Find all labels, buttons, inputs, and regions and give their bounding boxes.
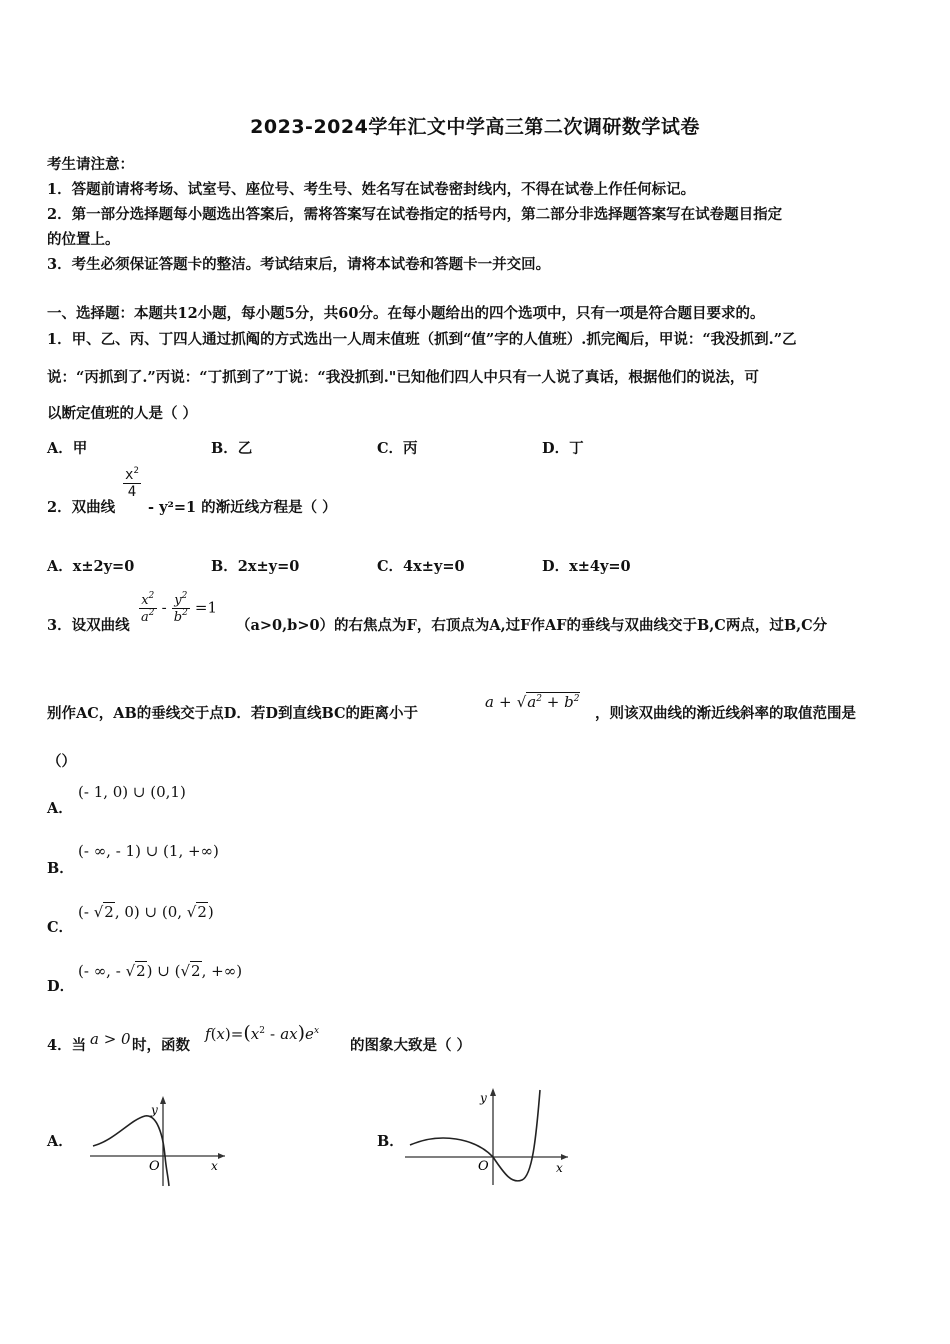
q3-option-a: (- 1, 0) ∪ (0,1) bbox=[78, 783, 186, 801]
q3-option-c-part-5: ) bbox=[207, 903, 214, 921]
q3-label-d: D． bbox=[47, 978, 75, 995]
q4-suffix: 的图象大致是（ ） bbox=[350, 1037, 472, 1054]
q3-option-c-root-1: 2 bbox=[104, 903, 114, 921]
q1-option-a: A．甲 bbox=[47, 440, 88, 457]
q4-mid: 时，函数 bbox=[132, 1037, 190, 1054]
q3-line-2-suffix: ，则该双曲线的渐近线斜率的取值范围是 bbox=[595, 705, 856, 722]
graph-b-x-arrow bbox=[561, 1154, 568, 1160]
q3-line-2-prefix: 别作AC，AB的垂线交于点D．若D到直线BC的距离小于 bbox=[47, 705, 419, 722]
q3-option-c-root-2: 2 bbox=[197, 903, 207, 921]
graph-a-curve bbox=[93, 1116, 169, 1186]
q2-option-d: D．x±4y=0 bbox=[542, 558, 631, 575]
q2-prefix: 2．双曲线 bbox=[47, 499, 116, 516]
q1-line-1: 1．甲、乙、丙、丁四人通过抓阄的方式选出一人周末值班（抓到“值”字的人值班）.抓完阄后，甲说：“我没抓到.”乙 bbox=[47, 331, 797, 348]
q1-option-b: B．乙 bbox=[211, 440, 253, 457]
q4-function: $f(x)=(x^2 - ax)e^x$ bbox=[205, 1022, 320, 1044]
q2-fraction bbox=[123, 466, 141, 500]
q3-option-d: (- ∞, - √2) ∪ (√2, +∞) bbox=[78, 962, 243, 980]
q4-graph-b bbox=[400, 1080, 575, 1190]
q3-option-c: (- √2, 0) ∪ (0, √2) bbox=[78, 903, 214, 921]
q4-condition: a > 0 bbox=[90, 1030, 131, 1048]
q3-option-b: (- ∞, - 1) ∪ (1, +∞) bbox=[78, 842, 219, 860]
q2-frac-den: 4 bbox=[127, 484, 137, 501]
q3-label-b: B． bbox=[47, 860, 74, 877]
notice-item-3: 3．考生必须保证答题卡的整洁。考试结束后，请将本试卷和答题卡一并交回。 bbox=[47, 256, 551, 273]
graph-a-y-arrow bbox=[160, 1096, 166, 1104]
q3-option-d-root-1: 2 bbox=[136, 962, 146, 980]
q3-option-d-root-2: 2 bbox=[191, 962, 201, 980]
q3-option-d-part-5: , +∞) bbox=[201, 962, 243, 980]
q3-label-a: A． bbox=[47, 800, 73, 817]
q1-option-c: C．丙 bbox=[377, 440, 418, 457]
q2-option-a: A．x±2y=0 bbox=[47, 558, 135, 575]
graph-b-x-label: x bbox=[556, 1161, 563, 1175]
q3-option-d-part-1: (- ∞, - bbox=[78, 962, 126, 980]
notice-item-2a: 2．第一部分选择题每小题选出答案后，需将答案写在试卷指定的括号内，第二部分非选择题答案写在试卷题目指定 bbox=[47, 206, 783, 223]
notice-item-1: 1．答题前请将考场、试室号、座位号、考生号、姓名写在试卷密封线内，不得在试卷上作任何标记。 bbox=[47, 181, 696, 198]
q1-line-2: 说：“丙抓到了.”丙说：“丁抓到了”丁说：“我没抓到."已知他们四人中只有一人说了真话，根据他们的说法，可 bbox=[47, 369, 759, 386]
notice-item-2b: 的位置上。 bbox=[47, 231, 120, 248]
q3-label-c: C． bbox=[47, 919, 74, 936]
q4-graph-a bbox=[85, 1090, 235, 1190]
q3-condition: （a>0,b>0）的右焦点为F，右顶点为A,过F作AF的垂线与双曲线交于B,C两点，过B,C分 bbox=[236, 617, 828, 634]
graph-b-curve bbox=[410, 1090, 540, 1181]
graph-a-origin: O bbox=[149, 1159, 160, 1174]
q3-hyperbola-equation: $\frac{x^2}{a^2}$ - $\frac{y^2}{b^2}$ =1 bbox=[141, 591, 218, 625]
graph-a-x-arrow bbox=[218, 1153, 225, 1159]
graph-a-y-label: y bbox=[151, 1103, 158, 1117]
section-heading: 一、选择题：本题共12小题，每小题5分，共60分。在每小题给出的四个选项中，只有一项是符合题目要求的。 bbox=[47, 305, 765, 322]
q1-option-d: D．丁 bbox=[542, 440, 584, 457]
q3-option-d-part-3: ) ∪ ( bbox=[146, 962, 181, 980]
q3-prefix: 3．设双曲线 bbox=[47, 617, 130, 634]
notice-heading: 考生请注意： bbox=[47, 156, 134, 173]
q3-eq-rhs: =1 bbox=[194, 598, 218, 617]
q3-option-c-part-1: (- bbox=[78, 903, 94, 921]
page-title: 2023-2024学年汇文中学高三第二次调研数学试卷 bbox=[250, 116, 700, 138]
q2-option-b: B．2x±y=0 bbox=[211, 558, 300, 575]
q3-paren: （） bbox=[47, 753, 76, 770]
graph-b-y-label: y bbox=[480, 1091, 487, 1105]
q1-line-3: 以断定值班的人是（ ） bbox=[47, 405, 198, 422]
q4-label-a: A． bbox=[47, 1133, 73, 1150]
graph-b-y-arrow bbox=[490, 1088, 496, 1096]
graph-b-origin: O bbox=[478, 1159, 489, 1174]
q2-frac-num-sup: 2 bbox=[133, 466, 139, 476]
q2-frac-num: x bbox=[125, 467, 134, 483]
q3-option-c-part-3: , 0) ∪ (0, bbox=[114, 903, 187, 921]
q4-label-b: B． bbox=[377, 1133, 404, 1150]
q2-option-c: C．4x±y=0 bbox=[377, 558, 465, 575]
q3-distance-expression: $a + √a^2 + b^2$ bbox=[485, 693, 580, 711]
graph-a-x-label: x bbox=[211, 1159, 218, 1173]
q2-suffix: - y²=1 的渐近线方程是（ ） bbox=[148, 499, 337, 516]
q4-prefix: 4．当 bbox=[47, 1037, 87, 1054]
